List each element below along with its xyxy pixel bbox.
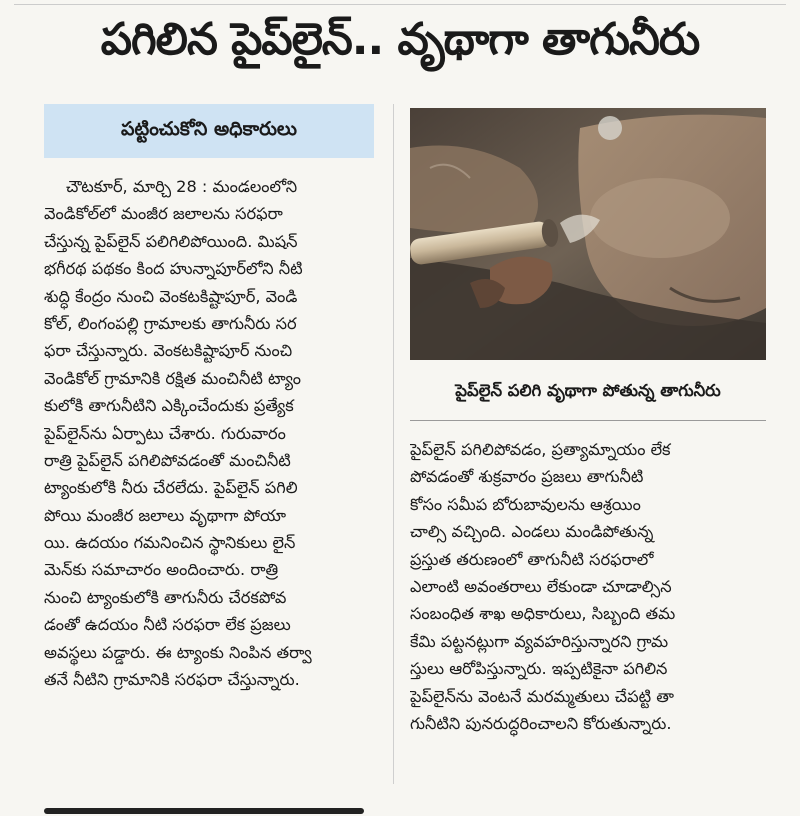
article-line: తనే నీటిని గ్రామానికి సరఫరా చేస్తున్నారు.: [44, 670, 300, 690]
article-line: కులోకి తాగునీటిని ఎక్కించేందుకు ప్రత్యేక: [44, 396, 294, 416]
article-line: ఫరా చేస్తున్నారు. వెంకటకిష్టాపూర్ నుంచి: [44, 341, 293, 361]
article-line: డంతో ఉదయం నీటి సరఫరా లేక ప్రజలు: [44, 615, 291, 635]
photo-caption: పైప్‌లైన్ పలిగి వృథాగా పోతున్న తాగునీరు: [455, 380, 721, 400]
top-rule: [14, 4, 786, 5]
article-line: గునీటిని పునరుద్ధరించాలని కోరుతున్నారు.: [410, 713, 672, 733]
article-line: శుద్ధి కేంద్రం నుంచి వెంకటకిష్టాపూర్, వెండి: [44, 286, 298, 306]
article-line: పోయి మంజీర జలాలు వృథాగా పోయా: [44, 505, 286, 525]
article-line: పోవడంతో శుక్రవారం ప్రజలు తాగునీటి: [410, 467, 644, 487]
article-line: స్తులు ఆరోపిస్తున్నారు. ఇప్పటికైనా పగిలిన: [410, 659, 668, 679]
article-right-column: [410, 436, 766, 737]
article-line: మెన్‌కు సమాచారం అందించారు. రాత్రి: [44, 560, 279, 580]
article-line: నుంచి ట్యాంకులోకి తాగునీరు చేరకపోవ: [44, 587, 287, 607]
article-line: చాల్సి వచ్చింది. ఎండలు మండిపోతున్న: [410, 522, 654, 542]
pipeline-photo-illustration: [410, 108, 766, 360]
article-line: కోసం సమీప బోరుబావులను ఆశ్రయిం: [410, 494, 641, 514]
article-line: చౌటకూర్, మార్చి 28 : మండలంలోని: [66, 177, 298, 196]
article-line: పైప్‌లైన్‌ను ఏర్పాటు చేశారు. గురువారం: [44, 423, 286, 443]
caption-rule: [410, 420, 766, 421]
article-line: కేమి పట్టనట్లుగా వ్యవహరిస్తున్నారని గ్రామ: [410, 631, 669, 651]
column-divider: [393, 104, 394, 784]
article-line: ఎలాంటి అవంతరాలు లేకుండా చూడాల్సిన: [410, 576, 672, 596]
subheadline: పట్టించుకోని అధికారులు: [121, 117, 297, 140]
article-line: భగీరథ పథకం కింద హున్నాపూర్‌లోని నీటి: [44, 259, 303, 279]
headline: పగిలిన పైప్‌లైన్.. వృథాగా తాగునీరు: [100, 14, 700, 65]
article-line: ప్రస్తుత తరుణంలో తాగునీటి సరఫరాలో: [410, 549, 654, 569]
article-line: పైప్‌లైన్‌ను వెంటనే మరమ్మతులు చేపట్టి తా: [410, 686, 674, 706]
article-line: కోల్, లింగంపల్లి గ్రామాలకు తాగునీరు సర: [44, 313, 297, 333]
article-line: వెండికోల్‌లో మంజీర జలాలను సరఫరా: [44, 204, 283, 224]
article-line: చేస్తున్న పైప్‌లైన్ పలిగిలిపోయింది. మిషన్: [44, 231, 298, 251]
next-article-headline-cutoff: [44, 796, 364, 816]
article-line: వెండికోల్ గ్రామానికి రక్షిత మంచినీటి ట్యాం: [44, 368, 301, 388]
subheadline-box: [44, 104, 374, 158]
news-photo: [410, 108, 766, 360]
article-line: అవస్థలు పడ్డారు. ఈ ట్యాంకు నింపిన తర్వా: [44, 642, 312, 662]
article-line: రాత్రి పైప్‌లైన్ పగిలిపోవడంతో మంచినీటి: [44, 450, 291, 470]
article-line: పైప్‌లైన్ పగిలిపోవడం, ప్రత్యామ్నాయం లేక: [410, 440, 671, 459]
article-line: సంబంధిత శాఖ అధికారులు, సిబ్బంది తమ: [410, 604, 676, 624]
cutoff-ink: [44, 808, 364, 814]
article-left-column: [44, 173, 378, 693]
article-line: యి. ఉదయం గమనించిన స్థానికులు లైన్: [44, 533, 296, 553]
article-line: ట్యాంకులోకి నీరు చేరలేదు. పైప్‌లైన్ పగిలి: [44, 478, 298, 498]
